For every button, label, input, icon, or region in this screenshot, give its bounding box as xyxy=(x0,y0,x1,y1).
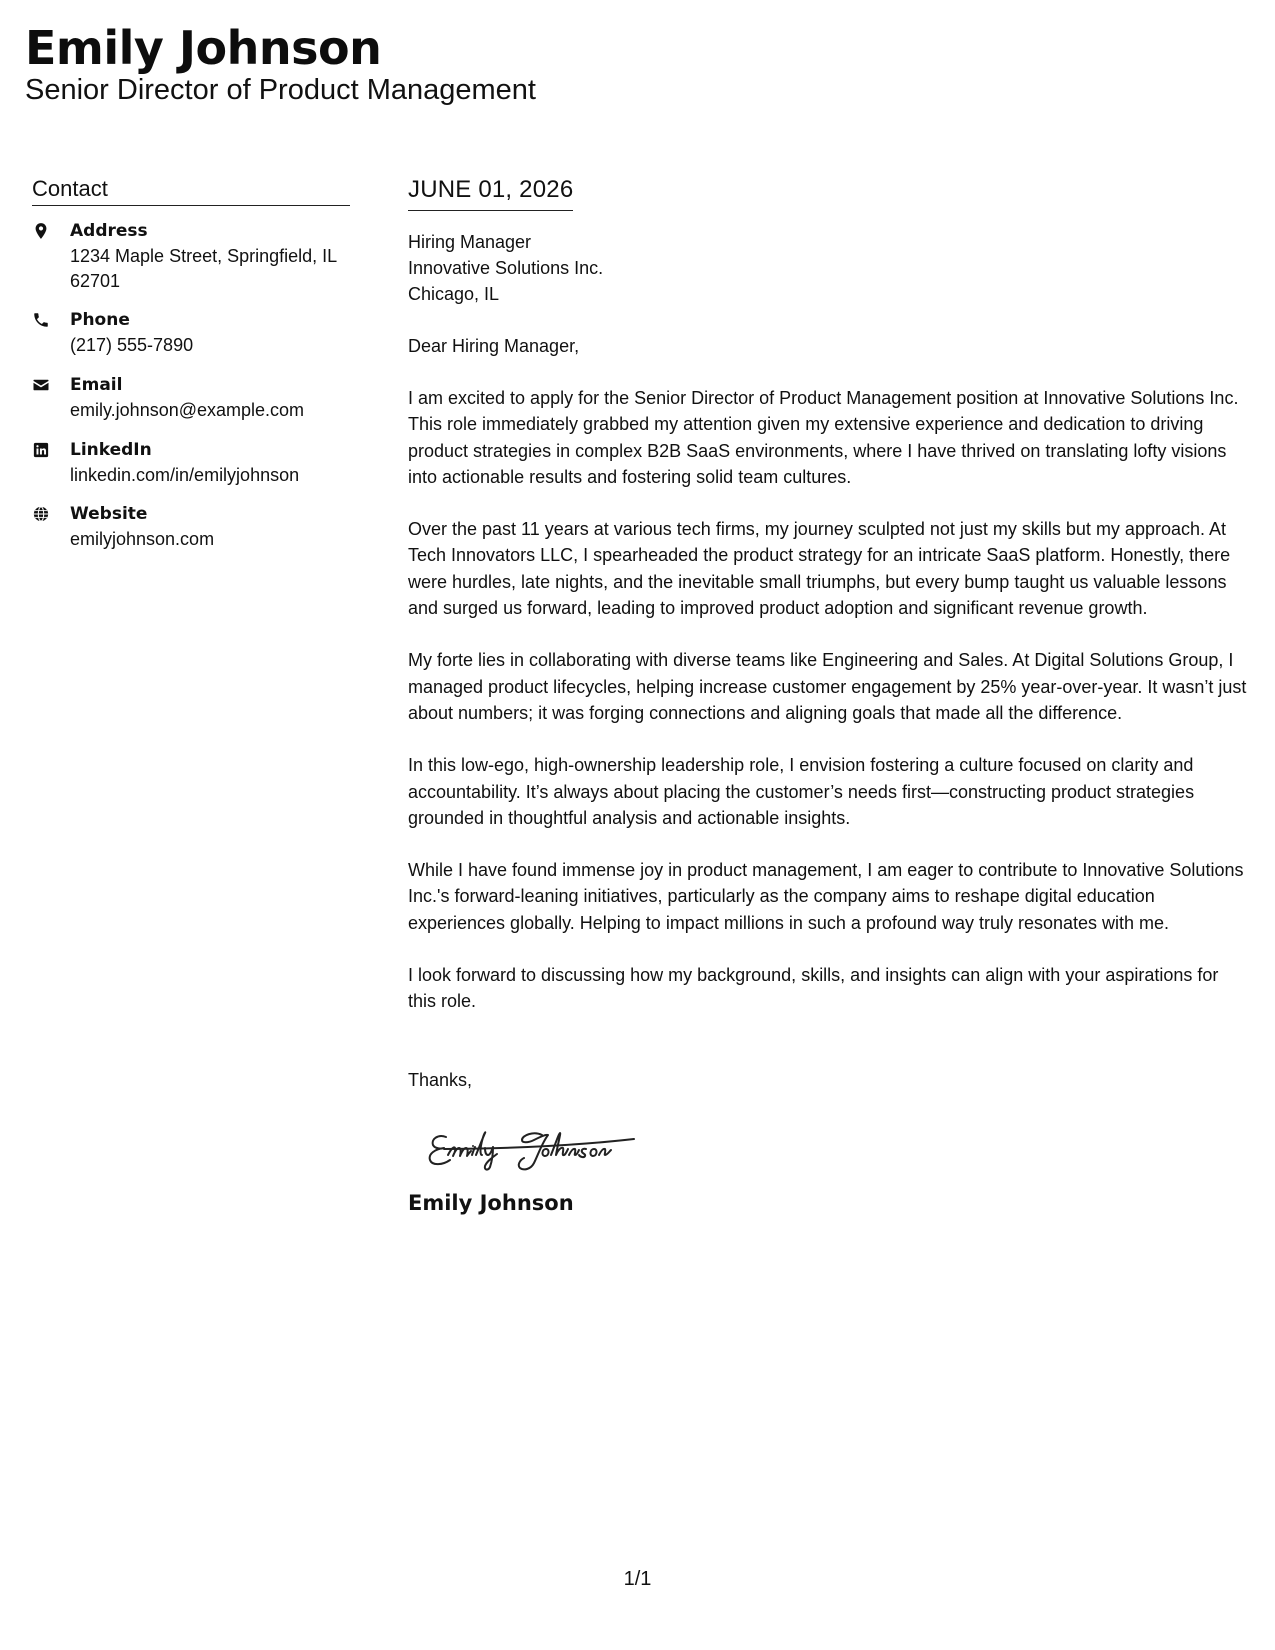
recipient-line: Hiring Manager xyxy=(408,232,532,252)
recipient-block xyxy=(408,229,1248,307)
contact-label-website: Website xyxy=(70,504,148,525)
letter-paragraph: I look forward to discussing how my background, skills, and insights can align with your aspirations for this role. xyxy=(408,965,1219,1012)
handwritten-signature xyxy=(424,1119,1248,1177)
letter-paragraph: I am excited to apply for the Senior Director of Product Management position at Innovative Solutions Inc. This role immediately grabbed my attention given my extensive experience and dedication to driving product strategies in complex B2B SaaS environments, where I have thrived on translating lofty visions into actionable results and fostering solid team cultures. xyxy=(408,388,1239,487)
contact-heading: Contact xyxy=(32,176,350,206)
letter-date: JUNE 01, 2026 xyxy=(408,176,573,211)
salutation: Dear Hiring Manager, xyxy=(408,336,580,356)
contact-label-phone: Phone xyxy=(70,310,130,331)
contact-value-email: emily.johnson@example.com xyxy=(70,399,305,420)
letter-header xyxy=(25,22,536,107)
contact-value-linkedin: linkedin.com/in/emilyjohnson xyxy=(70,464,300,485)
letter-paragraph: While I have found immense joy in product management, I am eager to contribute to Innovative Solutions Inc.'s forward-leaning initiatives, particularly as the company aims to reshape digital education experiences globally. Helping to impact millions in such a profound way truly resonates with me. xyxy=(408,860,1244,933)
recipient-line: Innovative Solutions Inc. xyxy=(408,258,604,278)
contact-label-linkedin: LinkedIn xyxy=(70,439,152,460)
contact-item-phone xyxy=(32,309,350,358)
recipient-line: Chicago, IL xyxy=(408,284,500,304)
globe-icon xyxy=(32,503,70,552)
letter-paragraph: My forte lies in collaborating with diverse teams like Engineering and Sales. At Digital Solutions Group, I managed product lifecycles, helping increase customer engagement by 25% year-over-year. It wasn’t just about numbers; it was forging connections and aligning goals that made all the difference. xyxy=(408,650,1247,723)
contact-item-website xyxy=(32,503,350,552)
letter-body xyxy=(408,176,1248,1215)
envelope-icon xyxy=(32,374,70,423)
letter-paragraph: Over the past 11 years at various tech firms, my journey sculpted not just my skills but my approach. At Tech Innovators LLC, I spearheaded the product strategy for an intricate SaaS platform. Honestly, there were hurdles, late nights, and the inevitable small triumphs, but every bump taught us valuable lessons and surged us forward, leading to improved product adoption and significant revenue growth. xyxy=(408,519,1231,619)
applicant-name: Emily Johnson xyxy=(25,21,382,75)
contact-item-address xyxy=(32,220,350,293)
linkedin-icon xyxy=(32,439,70,488)
page-number: 1/1 xyxy=(623,1568,652,1590)
contact-label-email: Email xyxy=(70,375,123,396)
contact-value-website: emilyjohnson.com xyxy=(70,529,215,550)
contact-label-address: Address xyxy=(70,221,148,241)
contact-item-linkedin xyxy=(32,439,350,488)
contact-item-email xyxy=(32,374,350,423)
phone-icon xyxy=(32,309,70,358)
contact-value-address: 1234 Maple Street, Springfield, IL 62701 xyxy=(70,245,337,291)
letter-paragraph: In this low-ego, high-ownership leadership role, I envision fostering a culture focused on clarity and accountability. It’s always about placing the customer’s needs first—constructing product strategies grounded in thoughtful analysis and actionable insights. xyxy=(408,755,1195,828)
contact-sidebar xyxy=(32,176,350,568)
applicant-title: Senior Director of Product Management xyxy=(25,73,536,106)
signer-name: Emily Johnson xyxy=(408,1190,574,1215)
closing: Thanks, xyxy=(408,1069,473,1090)
location-pin-icon xyxy=(32,220,70,293)
contact-value-phone: (217) 555-7890 xyxy=(70,335,194,356)
